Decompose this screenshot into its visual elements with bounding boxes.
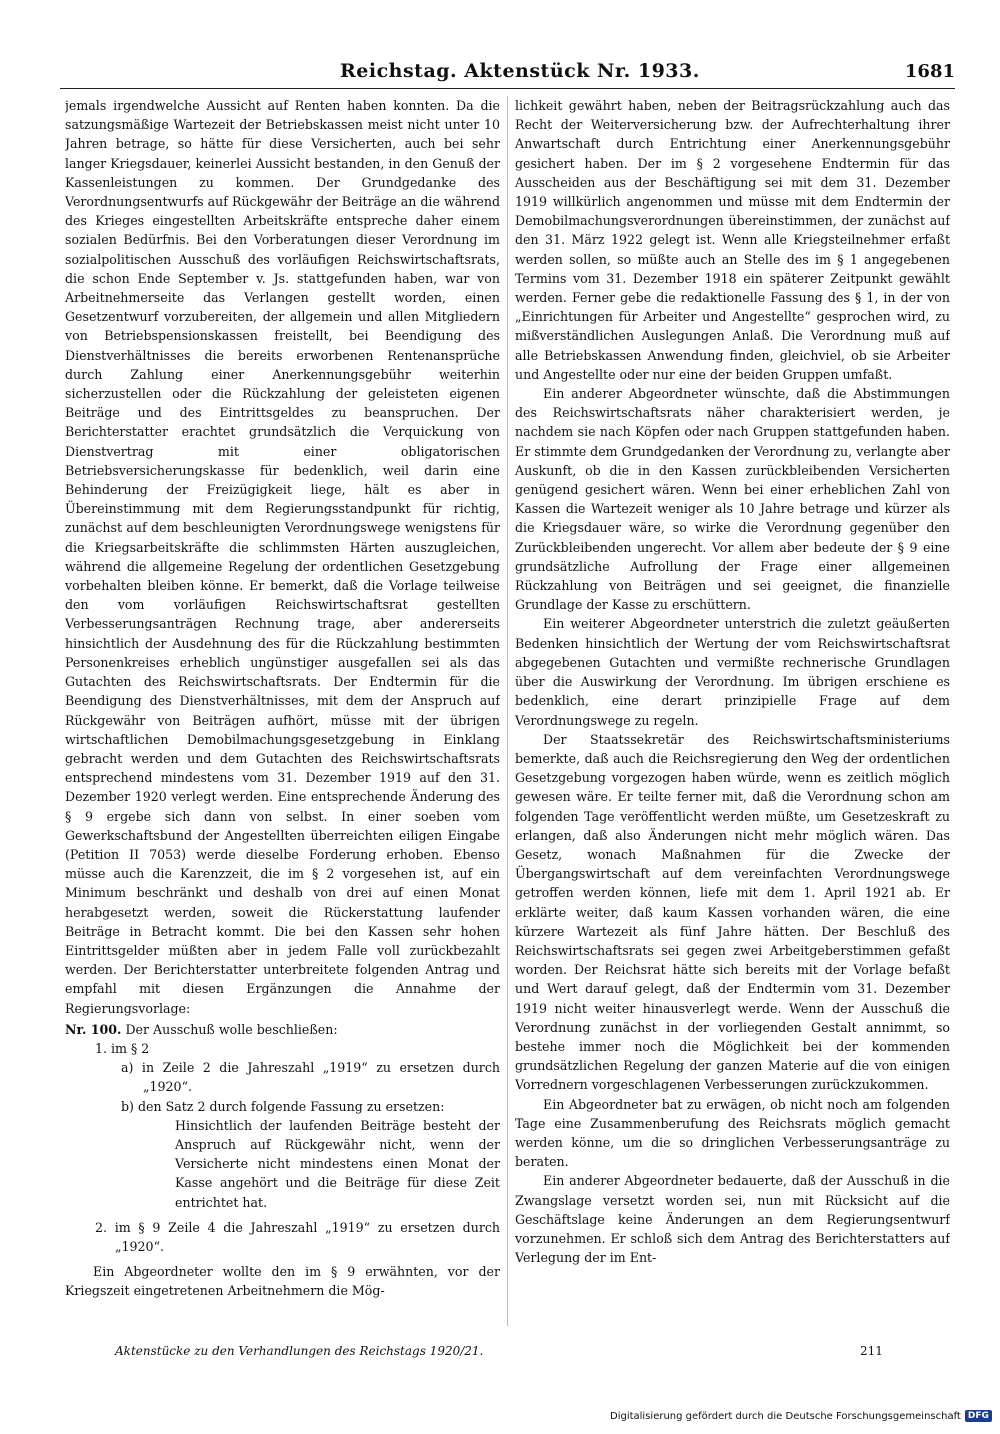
paragraph: jemals irgendwelche Aussicht auf Renten haben konnten. Da die satzungsmäßige Wartezeit der Betriebskassen meist nicht unter 10 Jahren betrage, so hätte für diese Versicherten, auch bei sehr langer Kriegsdauer, keinerlei Aussicht bestanden, in den Genuß der Kassenleistungen zu kommen. Der Grundgedanke des Verordnungsentwurfs auf Rückgewähr der Beiträge an die während des Krieges eingestellten Arbeitskräfte entspreche daher einem sozialen Bedürfnis. Bei den Vorberatungen dieser Verordnung im sozialpolitischen Ausschuß des vorläufigen Reichswirtschaftsrats, die schon Ende September v. Js. stattgefunden haben, war von Arbeitnehmerseite das Verlangen gestellt worden, einen Gesetzentwurf vorzubereiten, der allgemein und allen Mitgliedern von Betriebspensionskassen freistellt, bei Beendigung des Dienstverhältnisses die bereits erworbenen Rentenansprüche durch Zahlung einer Anerkennungsgebühr weiterhin sicherzustellen oder die Rückzahlung der geleisteten eigenen Beiträge und des Eintrittsgeldes zu beanspruchen. Der Berichterstatter erachtet grundsätzlich die Verquickung von Dienstvertrag mit einer obligatorischen Betriebsversicherungskasse für bedenklich, weil darin eine Behinderung der Freizügigkeit liege, hält es aber in Übereinstimmung mit dem Regierungsstandpunkt für richtig, zunächst auf dem beschleunigten Verordnungswege wenigstens für die Kriegsarbeitskräfte die schlimmsten Härten auszugleichen, während die allgemeine Regelung der ordentlichen Gesetzgebung vorbehalten bleiben könne. Er bemerkt, daß die Vorlage teilweise den vom vorläufigen Reichswirtschaftsrat gestellten Verbesserungsanträgen Rechnung trage, aber andererseits hinsichtlich der Ausdehnung des für die Rückzahlung bestimmten Personenkreises erheblich ungünstiger ausgefallen sei als das Gutachten des Reichswirtschaftsrats. Der Endtermin für die Beendigung des Dienstverhältnisses, mit dem der Anspruch auf Rückgewähr von Beiträgen aufhört, müsse mit der übrigen wirtschaftlichen Demobilmachungsgesetzgebung in Einklang gebracht werden und dem Gutachten des Reichswirtschaftsrats entsprechend mindestens vom 31. Dezember 1919 auf den 31. Dezember 1920 verlegt werden. Eine entsprechende Änderung des § 9 ergebe sich dann von selbst. In einer soeben vom Gewerkschaftsbund der Angestellten überreichten eiligen Eingabe (Petition II 7053) werde dieselbe Forderung erhoben. Ebenso müsse auch die Karenzzeit, die im § 2 vorgesehen ist, auf ein Minimum beschränkt und deshalb von drei auf einen Monat herabgesetzt werden, soweit die Rückerstattung laufender Beiträge in Betracht kommt. Die bei den Kassen sehr hohen Eintrittsgelder müßten aber in jedem Falle voll zurückbezahlt werden. Der Berichterstatter unterbreitete folgenden Antrag und empfahl mit diesen Ergänzungen die Annahme der Regierungsvorlage: xyxy=(65,98,500,1016)
paragraph: Ein anderer Abgeordneter wünschte, daß die Abstimmungen des Reichswirtschaftsrats näher charakterisiert werden, je nachdem sie nach Köpfen oder nach Gruppen stattgefunden haben. Er stimmte dem Grundgedanken der Verordnung zu, verlangte aber Auskunft, ob die in den Kassen zurückbleibenden Versicherten genügend gesichert wären. Wenn bei einer erheblichen Zahl von Kassen die Wartezeit weniger als 10 Jahre betrage und kürzer als die Kriegsdauer wäre, so wirke die Verordnung gegenüber den Zurückbleibenden ungerecht. Vor allem aber bedeute der § 9 eine grundsätzliche Aufrollung der Frage einer allgemeinen Rückzahlung von Beiträgen und sei geeignet, die finanzielle Grundlage der Kasse zu erschüttern. xyxy=(515,386,950,613)
digitization-credit xyxy=(610,1410,992,1422)
page-header xyxy=(60,48,955,89)
credit-text: Digitalisierung gefördert durch die Deutsche Forschungsgemeinschaft xyxy=(610,1410,961,1422)
paragraph: Der Staatssekretär des Reichswirtschaftsministeriums bemerkte, daß auch die Reichsregierung den Weg der ordentlichen Gesetzgebung vorgezogen haben würde, wenn es zeitlich möglich gewesen wäre. Er teilte ferner mit, daß die Verordnung schon am folgenden Tage veröffentlicht werden müßte, um Gesetzeskraft zu erlangen, daß also Änderungen nicht mehr möglich wären. Das Gesetz, wonach Maßnahmen für die Zwecke der Übergangswirtschaft auf dem vereinfachten Verordnungswege getroffen werden können, liefe mit dem 1. April 1921 ab. Er erklärte weiter, daß kaum Kassen vorhanden wären, die eine kürzere Wartezeit als fünf Jahre hätten. Der Beschluß des Reichswirtschaftsrats sei gegen zwei Arbeitgeberstimmen gefaßt worden. Der Reichsrat hätte sich bereits mit der Vorlage befaßt und Wert darauf gelegt, daß der Endtermin vom 31. Dezember 1919 nicht weiter hinausverlegt werde. Wenn der Ausschuß die Verordnung zunächst in der vorliegenden Gestalt annimmt, so bestehe immer noch die Möglichkeit bei der kommenden grundsätzlichen Regelung der ganzen Materie auf die von einigen Vorrednern vorgeschlagenen Verbesserungen zurückzukommen. xyxy=(515,731,950,1093)
header-title: Reichstag. Aktenstück Nr. 1933. xyxy=(340,60,700,82)
left-column xyxy=(65,96,500,1341)
paragraph: Ein Abgeordneter wollte den im § 9 erwähnten, vor der Kriegszeit eingetretenen Arbeitnehmern die Mög- xyxy=(65,1264,500,1299)
list-item: b) den Satz 2 durch folgende Fassung zu ersetzen: xyxy=(121,1098,445,1114)
paragraph: lichkeit gewährt haben, neben der Beitragsrückzahlung auch das Recht der Weiterversicherung bzw. der Aufrechterhaltung ihrer Anwartschaft durch Entrichtung einer Anerkennungsgebühr gesichert haben. Der im § 2 vorgesehene Endtermin für das Ausscheiden aus der Beschäftigung sei mit dem 31. Dezember 1919 willkürlich angenommen und müsse mit dem Endtermin der Demobilmachungsverordnungen übereinstimmen, der zunächst auf den 31. März 1922 gelegt ist. Wenn alle Kriegsteilnehmer erfaßt werden sollen, so müßte auch an Stelle des im § 1 angegebenen Termins vom 31. Dezember 1918 ein späterer Zeitpunkt gewählt werden. Ferner gebe die redaktionelle Fassung des § 1, in der von „Einrichtungen für Arbeiter und Angestellte“ gesprochen wird, zu mißverständlichen Auslegungen Anlaß. Die Verordnung muß auf alle Betriebskassen Anwendung finden, gleichviel, ob sie Arbeiter und Angestellte oder nur eine der beiden Gruppen umfaßt. xyxy=(515,98,950,382)
motion-number: Nr. 100. xyxy=(65,1021,122,1037)
motion-heading xyxy=(65,1020,500,1039)
footer-source: Aktenstücke zu den Verhandlungen des Reichstags 1920/21. xyxy=(115,1344,484,1358)
page-number: 1681 xyxy=(904,61,955,82)
list-item: 2. im § 9 Zeile 4 die Jahreszahl „1919“ zu ersetzen durch „1920“. xyxy=(95,1219,500,1254)
list-item: 1. im § 2 xyxy=(95,1040,150,1056)
paragraph: Ein anderer Abgeordneter bedauerte, daß der Ausschuß in die Zwangslage versetzt worden sei, nun mit Rücksicht auf die Geschäftslage keine Änderungen an dem Regierungsentwurf vorzunehmen. Er schloß sich dem Antrag des Berichterstatters auf Verlegung der im Ent- xyxy=(515,1173,950,1266)
list-item: a) in Zeile 2 die Jahreszahl „1919“ zu ersetzen durch „1920“. xyxy=(121,1060,500,1095)
paragraph: Ein Abgeordneter bat zu erwägen, ob nicht noch am folgenden Tage eine Zusammenberufung des Reichsrats möglich gemacht werden könne, um die so dringlichen Verbesserungsanträge zu beraten. xyxy=(515,1096,950,1170)
motion-text: Der Ausschuß wolle beschließen: xyxy=(125,1021,338,1037)
footer-sheet-number: 211 xyxy=(860,1344,883,1358)
list-item-text: Hinsichtlich der laufenden Beiträge besteht der Anspruch auf Rückgewähr nicht, wenn der Versicherte nicht mindestens einen Monat der Kasse angehört und die Beiträge für diese Zeit entrichtet hat. xyxy=(175,1117,500,1210)
column-divider xyxy=(507,96,508,1326)
dfg-logo-icon: DFG xyxy=(965,1410,992,1422)
paragraph: Ein weiterer Abgeordneter unterstrich die zuletzt geäußerten Bedenken hinsichtlich der Wertung der vom Reichswirtschaftsrat abgegebenen Gutachten und vermißte rechnerische Grundlagen über die Auswirkung der Verordnung. Im übrigen erschiene es bedenklich, eine derart prinzipielle Frage auf dem Verordnungswege zu regeln. xyxy=(515,616,950,728)
right-column xyxy=(515,96,950,1341)
